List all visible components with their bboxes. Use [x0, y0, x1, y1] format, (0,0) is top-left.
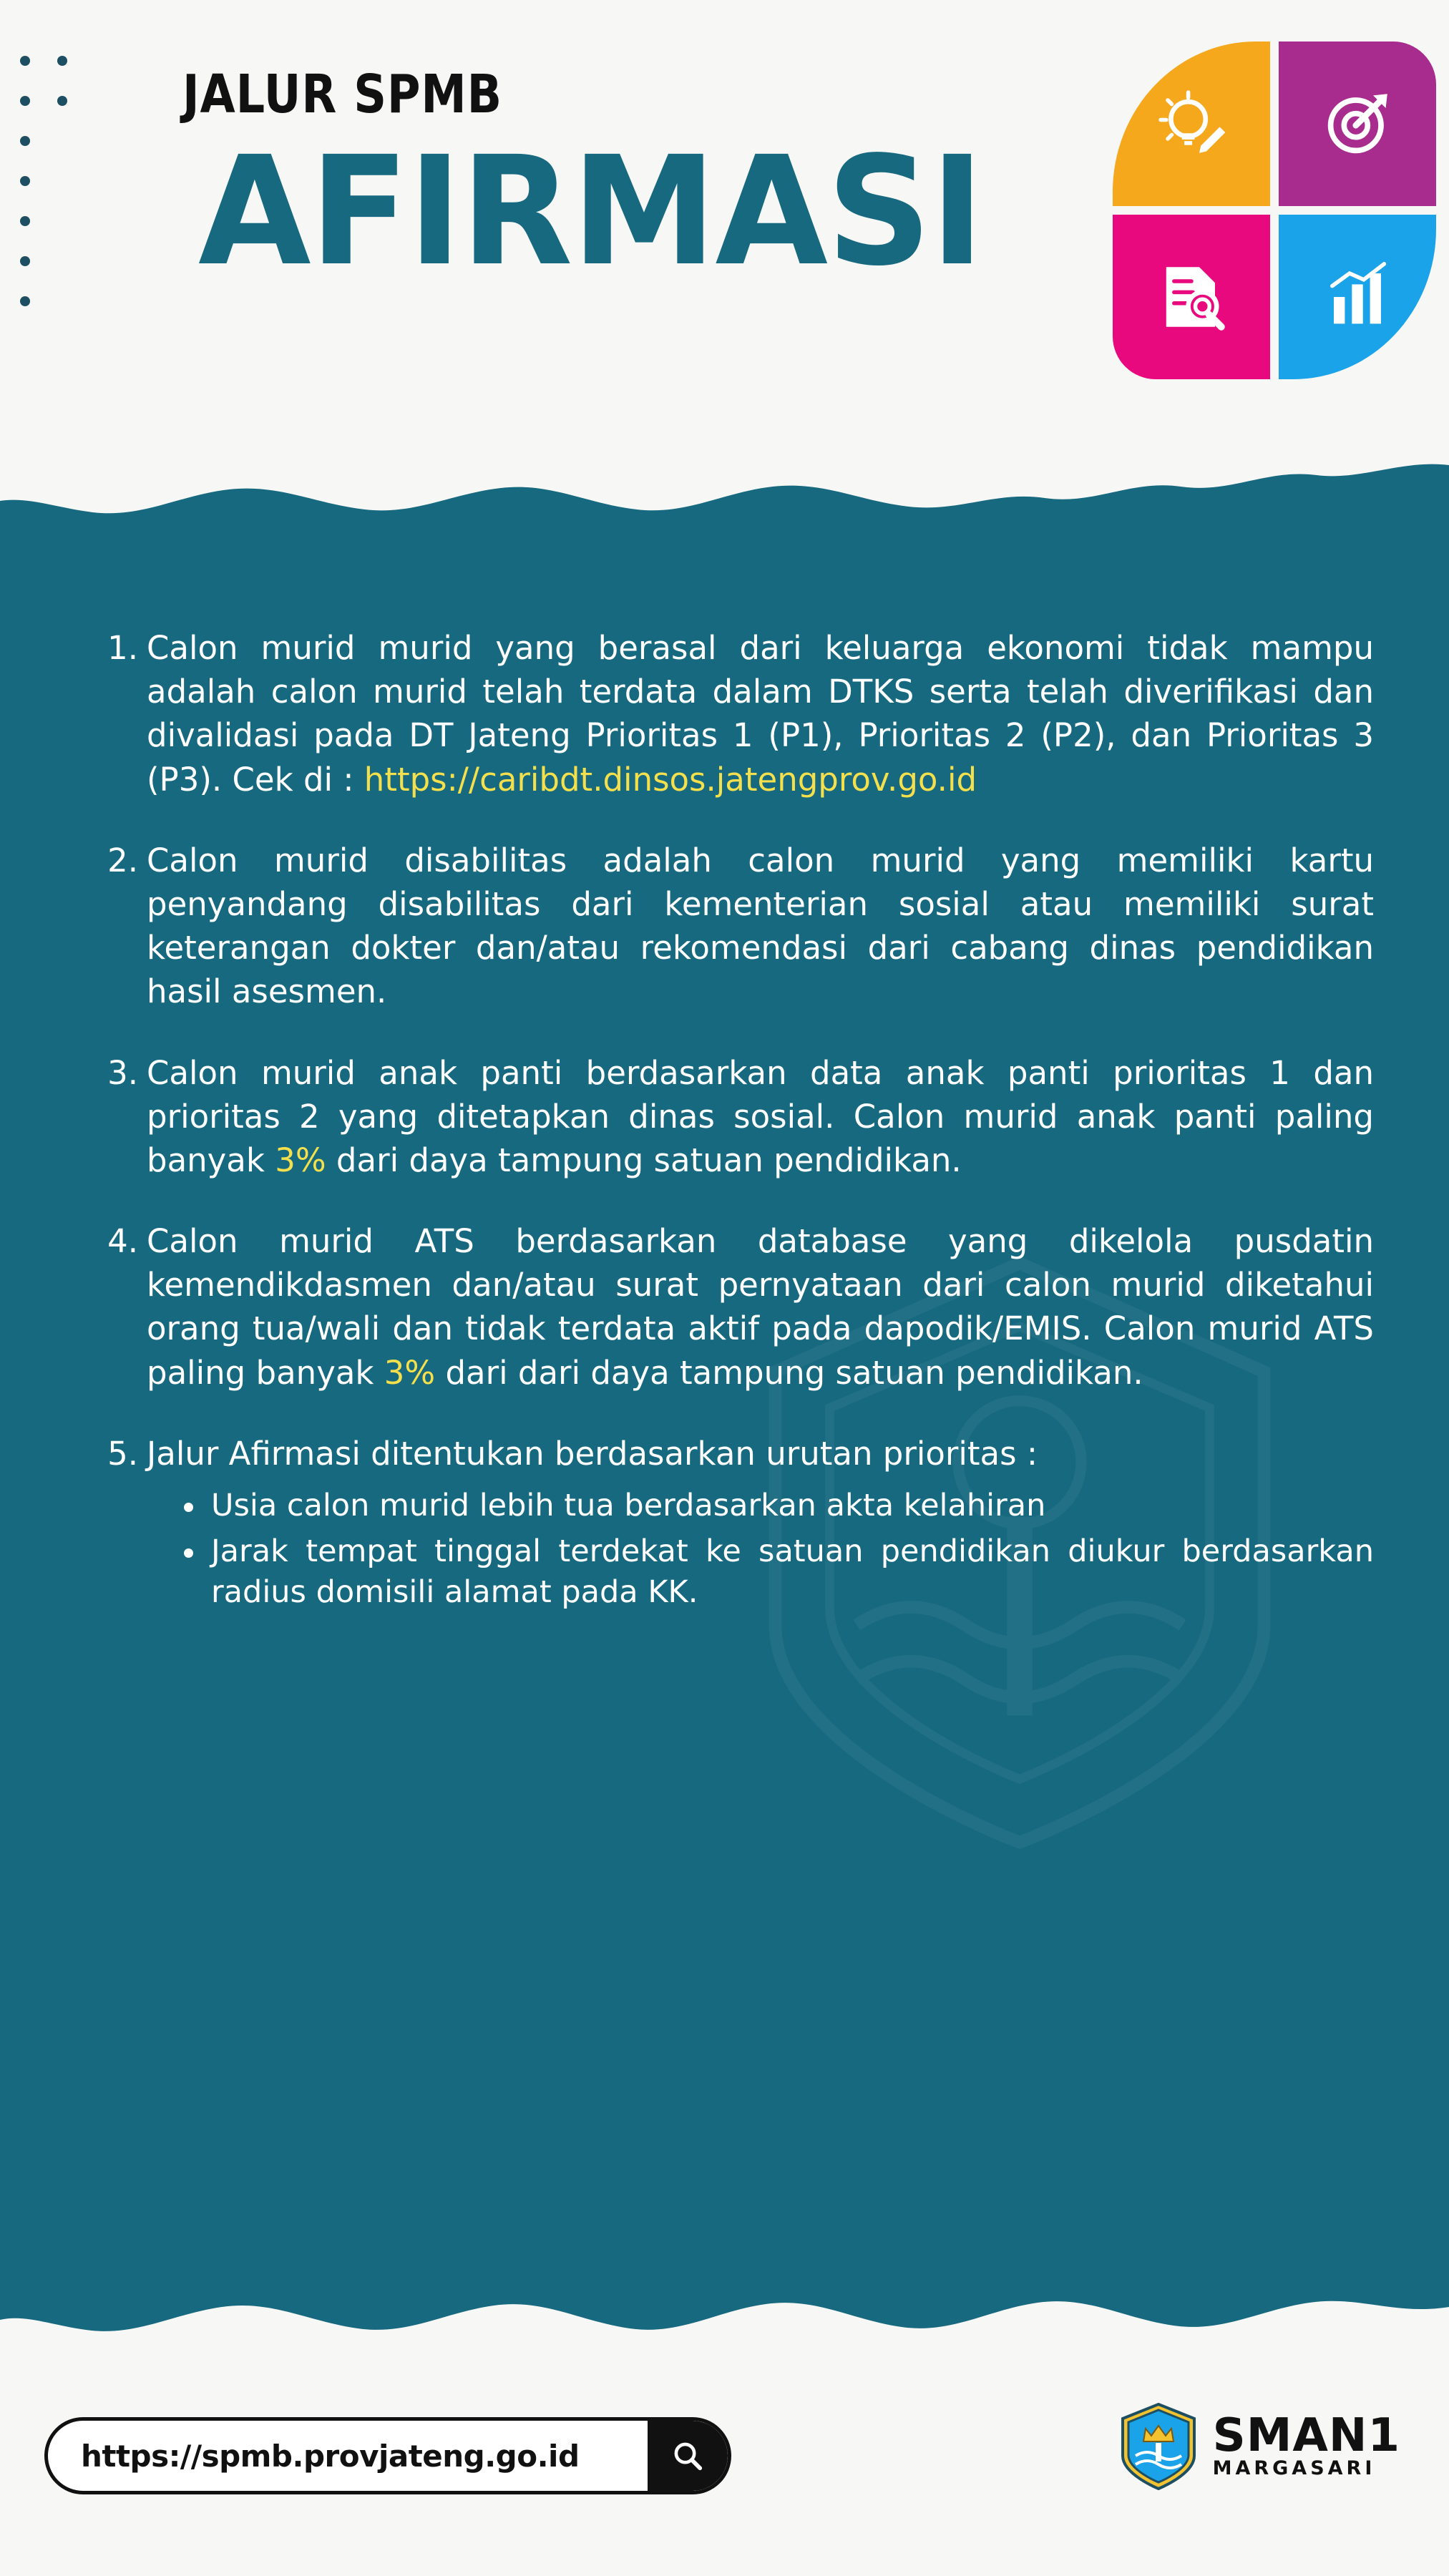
list-item-text: Calon murid disabilitas adalah calon murid yang memiliki kartu penyandang disabilitas dari kementerian sosial atau memiliki surat keterangan dokter dan/atau rekomendasi dari cabang dinas pendidikan hasil asesmen. — [147, 841, 1374, 1011]
decorative-dot-grid — [20, 56, 120, 356]
list-item-number: 2. — [107, 841, 138, 879]
list-item: Usia calon murid lebih tua berdasarkan akta kelahiran — [180, 1485, 1374, 1527]
list-item-text: Jalur Afirmasi ditentukan berdasarkan urutan prioritas : — [147, 1434, 1038, 1473]
title-block — [182, 64, 1008, 299]
requirements-list — [82, 626, 1374, 1651]
list-item — [82, 1432, 1374, 1614]
page-title: AFIRMASI — [198, 124, 983, 299]
school-name-number: 1 — [1367, 2409, 1400, 2463]
footer — [0, 2361, 1449, 2576]
quota-highlight: 3% — [275, 1141, 326, 1179]
target-arrow-icon — [1279, 42, 1436, 206]
list-item-number: 3. — [107, 1053, 138, 1092]
school-name-sub: MARGASARI — [1212, 2457, 1376, 2480]
dtks-check-link[interactable]: https://caribdt.dinsos.jatengprov.go.id — [364, 760, 977, 799]
quota-highlight: 3% — [384, 1353, 436, 1392]
school-name-main: SMAN — [1212, 2409, 1368, 2463]
eyebrow-text: JALUR SPMB — [182, 64, 502, 125]
school-logo — [1120, 2403, 1400, 2490]
list-item-text-tail: dari dari daya tampung satuan pendidikan. — [435, 1353, 1143, 1392]
torn-paper-edge-bottom — [0, 2264, 1449, 2371]
list-item: Jarak tempat tinggal terdekat ke satuan pendidikan diukur berdasarkan radius domisili alamat pada KK. — [180, 1531, 1374, 1614]
search-icon[interactable] — [648, 2421, 728, 2491]
list-item — [82, 1051, 1374, 1183]
list-item-text: Calon murid ATS berdasarkan database yang dikelola pusdatin kemendikdasmen dan/atau surat pernyataan dari calon murid diketahui orang tua/wali dan tidak terdata aktif pada dapodik/EMIS. Calon murid ATS paling banyak — [147, 1222, 1374, 1392]
list-item-number: 4. — [107, 1222, 138, 1261]
document-search-icon — [1113, 215, 1270, 379]
list-item-number: 1. — [107, 629, 138, 667]
website-url-text: https://spmb.provjateng.go.id — [81, 2438, 580, 2474]
lightbulb-pen-icon — [1113, 42, 1270, 206]
list-item — [82, 839, 1374, 1014]
priority-sub-list — [147, 1485, 1374, 1614]
list-item-text: Calon murid murid yang berasal dari keluarga ekonomi tidak mampu adalah calon murid telah terdata dalam DTKS serta telah diverifikasi dan divalidasi pada DT Jateng Prioritas 1 (P1), Prioritas 2 (P2), dan Prioritas 3 (P3). Cek di : — [147, 629, 1374, 799]
logo-cluster — [1113, 42, 1449, 385]
school-crest-icon — [1120, 2403, 1197, 2490]
website-url-pill[interactable] — [44, 2417, 731, 2494]
school-name — [1212, 2409, 1400, 2480]
list-item — [82, 1219, 1374, 1395]
header-banner — [0, 0, 1449, 472]
list-item — [82, 626, 1374, 801]
torn-paper-edge-top — [0, 444, 1449, 544]
list-item-text-tail: dari daya tampung satuan pendidikan. — [326, 1141, 962, 1179]
list-item-number: 5. — [107, 1434, 138, 1473]
list-item-text: Calon murid anak panti berdasarkan data anak panti prioritas 1 dan prioritas 2 yang ditetapkan dinas sosial. Calon murid anak panti paling banyak — [147, 1053, 1374, 1179]
bar-chart-icon — [1279, 215, 1436, 379]
